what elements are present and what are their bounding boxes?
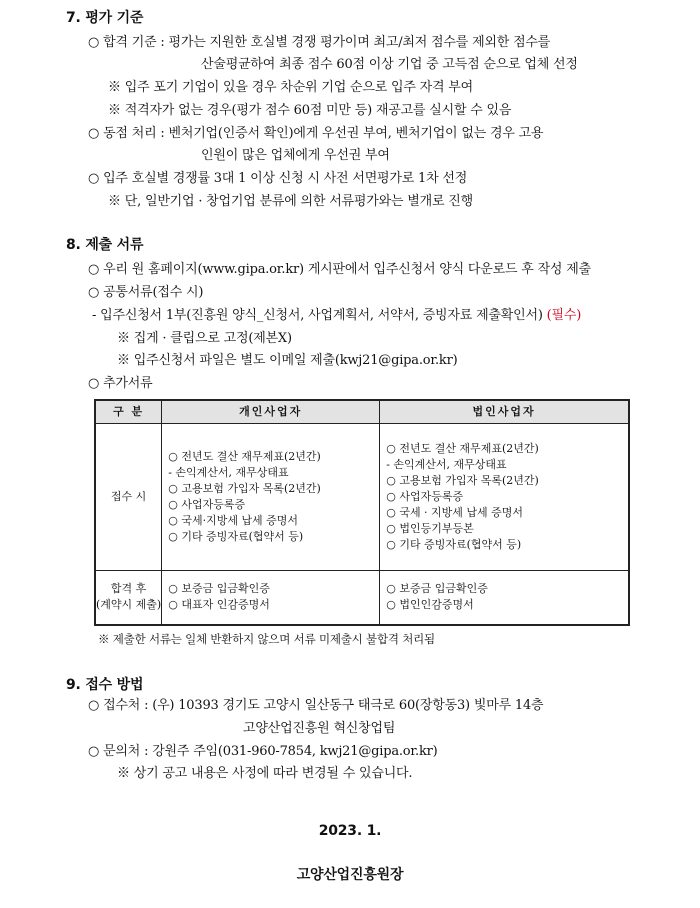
section-9-title: 9. 접수 방법 <box>66 677 144 693</box>
list-item: ○ 전년도 결산 재무제표(2년간) <box>168 450 321 463</box>
list-item: ○ 고용보험 가입자 목록(2년간) <box>168 482 321 495</box>
table-note: ※ 제출한 서류는 일체 반환하지 않으며 서류 미제출시 불합격 처리됨 <box>98 632 435 646</box>
list-item: ○ 국세·지방세 납세 증명서 <box>168 514 299 527</box>
s8-line-1: ○ 우리 원 홈페이지(www.gipa.or.kr) 게시판에서 입주신청서 양식 다운로드 후 작성 제출 <box>88 262 591 277</box>
document-date: 2023. 1. <box>318 823 382 839</box>
application-form-text: - 입주신청서 1부(진흥원 양식_신청서, 사업계획서, 서약서, 증빙자료 제출확인서) <box>92 308 543 323</box>
row-label-line: (계약시 제출) <box>96 598 162 612</box>
list-item: ○ 국세 · 지방세 납세 증명서 <box>386 506 524 519</box>
s7-line-2: 산술평균하여 최종 점수 60점 이상 기업 중 고득점 순으로 업체 선정 <box>201 57 578 72</box>
row-label-line: 합격 후 <box>110 582 147 596</box>
row-label-after-pass <box>95 571 162 625</box>
list-item: ○ 전년도 결산 재무제표(2년간) <box>386 442 539 455</box>
s9-line-4: ※ 상기 공고 내용은 사정에 따라 변경될 수 있습니다. <box>117 766 413 781</box>
list-item: ○ 사업자등록증 <box>386 490 464 503</box>
list-item: - 손익계산서, 재무상태표 <box>168 466 289 479</box>
issuer-name: 고양산업진흥원장 <box>296 867 404 883</box>
corporate-submission-docs <box>380 424 629 571</box>
s7-line-3: ※ 입주 포기 기업이 있을 경우 차순위 기업 순으로 입주 자격 부여 <box>108 80 474 95</box>
s7-line-4: ※ 적격자가 없는 경우(평가 점수 60점 미만 등) 재공고를 실시할 수 있음 <box>108 103 512 118</box>
list-item: ○ 대표자 인감증명서 <box>168 598 270 612</box>
s8-line-2: ○ 공통서류(접수 시) <box>88 285 204 300</box>
s8-line-4: ※ 집게 · 클립으로 고정(제본X) <box>117 331 292 346</box>
individual-contract-docs <box>162 571 380 625</box>
list-item: ○ 보증금 입금확인증 <box>168 582 270 596</box>
corporate-contract-docs <box>380 571 629 625</box>
list-item: ○ 기타 증빙자료(협약서 등) <box>168 530 304 543</box>
list-item: ○ 사업자등록증 <box>168 498 246 511</box>
s9-line-3: ○ 문의처 : 강원주 주임(031-960-7854, kwj21@gipa.or.kr) <box>88 744 438 759</box>
list-item: ○ 법인등기부등본 <box>386 522 474 535</box>
s7-line-8: ※ 단, 일반기업 · 창업기업 분류에 의한 서류평가와는 별개로 진행 <box>108 194 474 209</box>
required-badge: (필수) <box>546 308 582 323</box>
s7-line-5: ○ 동점 처리 : 벤처기업(인증서 확인)에게 우선권 부여, 벤처기업이 없는 경우 고용 <box>88 126 544 141</box>
section-8-title: 8. 제출 서류 <box>66 237 144 253</box>
s7-line-6: 인원이 많은 업체에게 우선권 부여 <box>201 148 390 163</box>
s8-line-3 <box>92 307 581 325</box>
row-label-submission: 접수 시 <box>95 424 162 571</box>
s9-line-1: ○ 접수처 : (우) 10393 경기도 고양시 일산동구 태극로 60(장항동3) 빛마루 14층 <box>88 698 544 713</box>
individual-submission-docs <box>162 424 380 571</box>
s8-line-6: ○ 추가서류 <box>88 376 153 391</box>
list-item: - 손익계산서, 재무상태표 <box>386 458 507 471</box>
s7-line-7: ○ 입주 호실별 경쟁률 3대 1 이상 신청 시 사전 서면평가로 1차 선정 <box>88 171 468 186</box>
list-item: ○ 보증금 입금확인증 <box>386 582 488 596</box>
table-header-corporate: 법인사업자 <box>380 400 629 424</box>
s8-line-5: ※ 입주신청서 파일은 별도 이메일 제출(kwj21@gipa.or.kr) <box>117 353 458 368</box>
section-7-title: 7. 평가 기준 <box>66 10 144 26</box>
table-header-category: 구 분 <box>95 400 162 424</box>
s7-line-1: ○ 합격 기준 : 평가는 지원한 호실별 경쟁 평가이며 최고/최저 점수를 제외한 점수를 <box>88 35 551 50</box>
documents-table <box>94 399 630 626</box>
s9-line-2: 고양산업진흥원 혁신창업팀 <box>243 721 396 736</box>
table-header-individual: 개인사업자 <box>162 400 380 424</box>
list-item: ○ 기타 증빙자료(협약서 등) <box>386 538 522 551</box>
list-item: ○ 법인인감증명서 <box>386 598 474 612</box>
list-item: ○ 고용보험 가입자 목록(2년간) <box>386 474 539 487</box>
